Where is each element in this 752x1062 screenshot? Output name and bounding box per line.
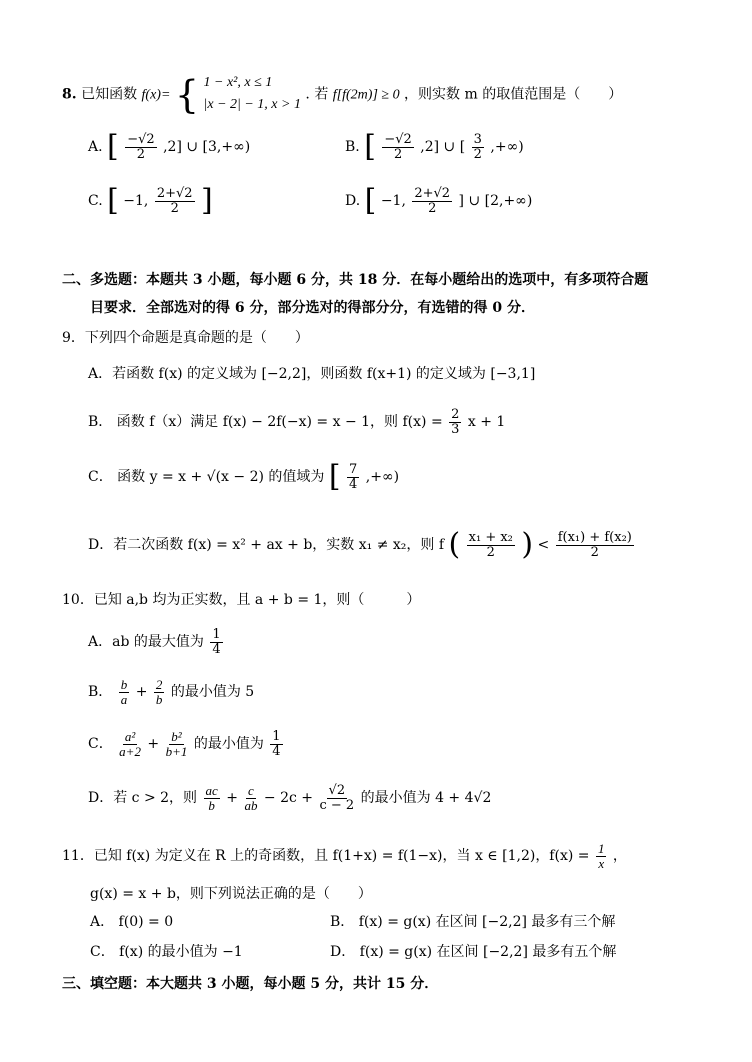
q11-option-d: D． f(x) = g(x) 在区间 [−2,2] 最多有五个解 [330,944,617,960]
q11-line1 [62,842,627,870]
q8-mid: . 若 [305,86,329,103]
section3-line: 三、填空题：本大题共 3 小题，每小题 5 分，共计 15 分． [62,976,439,992]
q10-d-frac3 [319,784,354,812]
q10-d-pre: D．若 c > 2，则 [88,790,198,807]
q8-d-rest: ] ∪ [2,+∞) [458,193,533,209]
q9-c-bracket: [ [328,459,341,494]
q10-d-f2d: ab [244,797,258,813]
q8-a-frac [125,133,156,161]
q8-c-label: C. [88,193,103,209]
q11-den: x [598,855,605,871]
q10-d-frac1 [204,784,220,812]
q10-c-f2n: b² [171,729,182,744]
q8-case2: |x − 2| − 1, x > 1 [203,97,301,113]
q9-option-a: A．若函数 f(x) 的定义域为 [−2,2]，则函数 f(x+1) 的定义域为 [−3,1] [88,366,536,382]
q8-a-bracket: [ [107,129,119,164]
q10-d-f3n: √2 [328,783,346,798]
q10-b-f2n: 2 [155,677,163,692]
q10-c-label: C． [88,736,113,753]
q10-option-b [88,678,254,706]
q8-b-bracket: [ [364,129,376,164]
q11-num: 1 [597,841,605,856]
q9-option-b [88,408,505,436]
q10-b-plus: + [135,684,148,701]
q8-c-bracket: [ [107,183,119,218]
q11-line1-pre: 11．已知 f(x) 为定义在 R 上的奇函数，且 f(1+x) = f(1−x)，当 x ∈ [1,2)，f(x) = [62,848,590,865]
q10-stem: 10．已知 a,b 均为正实数，且 a + b = 1，则（ ） [62,592,421,608]
q10-c-f1n: a² [124,729,136,744]
q10-a-pre: A．ab 的最大值为 [88,634,204,651]
q10-d-f2n: c [248,783,254,798]
q9-d-num2: f(x₁) + f(x₂) [557,529,632,545]
q10-d-post: 的最小值为 4 + 4√2 [360,790,492,807]
q10-d-mid: − 2c + [263,790,313,807]
q9-d-paren-close: ) [521,527,534,562]
q9-b-den: 3 [451,421,460,437]
q10-b-label: B． [88,684,113,701]
q9-stem: 9．下列四个命题是真命题的是（ ） [62,330,309,346]
q8-fx: f(x)= [141,87,171,103]
q8-c-bracket-close: ] [201,183,213,218]
q10-c-f2d: b+1 [165,743,188,759]
q9-d-lt: < [537,537,550,553]
q10-d-f3d: c − 2 [319,797,355,813]
q8-b-mid: ,2] ∪ [ [420,139,466,155]
q8-b-den1: 2 [393,146,403,162]
q9-d-paren-open: ( [448,527,461,562]
q8-d-label: D. [345,193,361,209]
q8-d-frac [412,187,452,215]
q10-c-rfrac [270,730,282,758]
q10-d-f1d: b [208,797,215,813]
q8-option-a [88,129,251,164]
q10-c-rn: 1 [272,729,281,744]
q8-case1: 1 − x², x ≤ 1 [203,75,273,90]
q8-post: ，则实数 m 的取值范围是（ ） [404,86,623,103]
q10-b-f2d: b [155,691,163,707]
q8-brace: { [174,72,200,117]
q10-b-f1d: a [120,691,128,707]
q10-a-frac [210,628,222,656]
q11-option-b: B． f(x) = g(x) 在区间 [−2,2] 最多有三个解 [330,914,616,930]
q9-b-frac [449,408,461,436]
q10-option-d [88,784,491,812]
q9-c-num: 7 [349,461,358,477]
q9-option-d [88,527,636,562]
q9-c-pre: C． 函数 y = x + √(x − 2) 的值域为 [88,469,325,485]
q9-c-post: ,+∞) [365,469,400,485]
q9-d-num1: x₁ + x₂ [468,529,513,545]
q8-b-num2: 3 [473,131,482,147]
q11-line2: g(x) = x + b，则下列说法正确的是（ ） [90,886,372,902]
q11-frac [596,842,607,870]
q8-number: 8. [62,86,77,103]
q10-d-f1n: ac [205,783,218,798]
q10-d-frac2 [244,784,257,812]
q8-d-pre: −1, [380,193,406,209]
q8-option-d [345,183,533,218]
q8-b-label: B. [345,139,360,155]
section2-line1: 二、多选题：本题共 3 小题，每小题 6 分，共 18 分．在每小题给出的选项中，有多项符合题 [62,272,649,288]
q8-option-b [345,129,524,164]
q10-b-frac2 [154,678,165,706]
q10-d-plus: + [226,790,238,807]
q8-c-pre: −1, [123,193,149,209]
q10-c-post: 的最小值为 [193,736,264,753]
q8-b-num1: −√2 [384,131,412,147]
q8-stem [62,72,622,117]
q10-c-frac2 [166,730,188,758]
q8-pre: 已知函数 [81,86,138,103]
q8-d-num: 2+√2 [414,185,451,201]
q11-option-a: A． f(0) = 0 [90,914,174,930]
q8-d-bracket: [ [364,183,377,218]
q11-option-c: C． f(x) 的最小值为 −1 [90,944,243,960]
q8-b-frac2 [472,133,484,161]
q8-c-frac [155,187,195,215]
q8-cond: f[f(2m)] ≥ 0 [332,87,400,103]
q9-b-post: x + 1 [467,414,506,431]
q9-c-frac [347,463,359,491]
q8-a-rest: ,2] ∪ [3,+∞) [163,139,251,155]
q9-d-den1: 2 [486,544,495,560]
q10-c-frac1 [119,730,141,758]
q11-line1-post: ， [612,848,627,865]
q8-option-c [88,183,213,218]
q10-c-plus: + [147,736,160,753]
q8-c-num: 2+√2 [156,185,193,201]
q8-cases [204,72,301,117]
q10-option-c [88,730,285,758]
q10-option-a [88,628,225,656]
section2-line2: 目要求．全部选对的得 6 分，部分选对的得部分分，有选错的得 0 分． [90,300,535,316]
q9-d-frac1 [467,531,515,559]
q9-b-pre: B． 函数 f（x）满足 f(x) − 2f(−x) = x − 1，则 f(x) = [88,414,443,431]
q9-d-frac2 [556,531,634,559]
q10-a-num: 1 [212,627,221,642]
q10-b-frac1 [119,678,130,706]
q10-b-post: 的最小值为 5 [170,684,255,701]
q9-c-den: 4 [349,476,358,492]
q8-b-rest: ,+∞) [490,139,524,155]
q9-b-num: 2 [451,407,460,422]
q9-option-c [88,459,400,494]
q8-a-num: −√2 [127,131,155,147]
q8-c-den: 2 [170,200,179,216]
q8-a-label: A. [88,139,103,155]
q8-b-den2: 2 [473,146,482,162]
q10-b-f1n: b [120,677,128,692]
q8-b-frac1 [382,133,413,161]
q10-c-rd: 4 [272,743,281,759]
q9-d-den2: 2 [590,544,599,560]
q10-c-f1d: a+2 [119,743,141,759]
q8-d-den: 2 [428,200,437,216]
q9-d-pre: D．若二次函数 f(x) = x² + ax + b，实数 x₁ ≠ x₂，则 f [88,537,445,553]
q10-a-den: 4 [212,641,221,657]
q8-a-den: 2 [136,146,146,162]
